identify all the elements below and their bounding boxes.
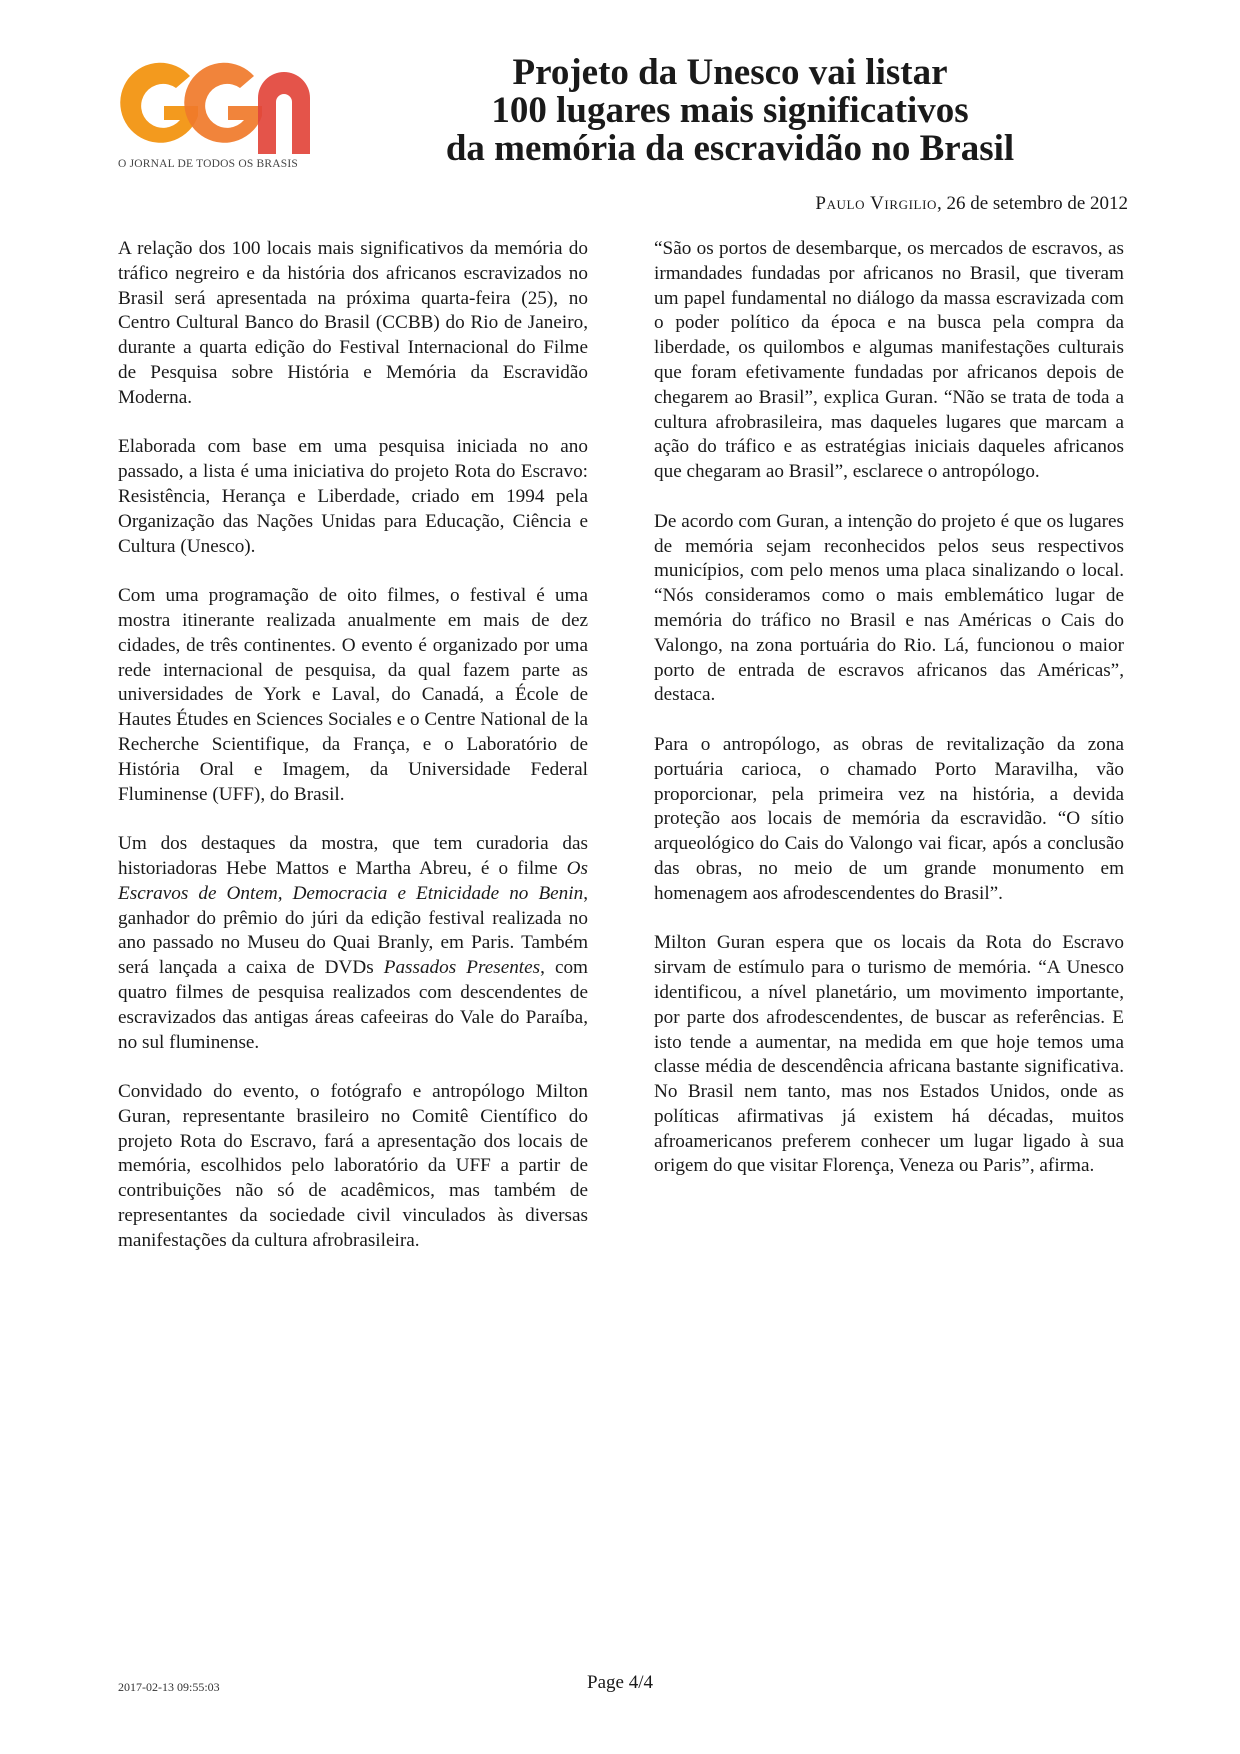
article-column-right	[654, 237, 1124, 1204]
paragraph-text: Um dos destaques da mostra, que tem curadoria das historiadoras Hebe Mattos e Martha Abreu, é o filme	[118, 833, 588, 879]
paragraph: Com uma programação de oito filmes, o festival é uma mostra itinerante realizada anualmente em mais de dez cidades, de três continentes. O evento é organizado por uma rede internacional de pesquisa, da qual fazem parte as universidades de York e Laval, do Canadá, a École de Hautes Études en Sciences Sociales e o Centre National de la Recherche Scientifique, da França, e o Laboratório de História Oral e Imagem, da Universidade Federal Fluminense (UFF), do Brasil.	[118, 585, 588, 805]
paragraph-text: , com quatro filmes de pesquisa realizados com descendentes de escravizados das antigas áreas cafeeiras do Vale do Paraíba, no sul fluminense.	[118, 957, 588, 1053]
paragraph: De acordo com Guran, a intenção do projeto é que os lugares de memória sejam reconhecidos pelos seus respectivos municípios, com pelo menos uma placa sinalizando o local. “Nós consideramos como o mais emblemático lugar de memória do tráfico no Brasil e nas Américas o Cais do Valongo, na zona portuária do Rio. Lá, funcionou o maior porto de entrada de escravos africanos das Américas”, destaca.	[654, 510, 1124, 706]
ggn-logo-mark	[118, 54, 318, 158]
paragraph-text: , ganhador do prêmio do júri da edição festival realizada no ano passado no Museu do Quai Branly, em Paris. Também será lançada a caixa de DVDs	[118, 882, 588, 979]
byline-date: , 26 de setembro de 2012	[936, 193, 1128, 214]
paragraph: Elaborada com base em uma pesquisa iniciada no ano passado, a lista é uma iniciativa do projeto Rota do Escravo: Resistência, Herança e Liberdade, criado em 1994 pela Organização das Nações Unidas para Educação, Ciência e Cultura (Unesco).	[118, 436, 588, 557]
article-headline	[380, 54, 1080, 168]
paragraph: Convidado do evento, o fotógrafo e antropólogo Milton Guran, representante brasileiro no Comitê Científico do projeto Rota do Escravo, fará a apresentação dos locais de memória, escolhidos pelo laboratório da UFF a partir de contribuições não só de acadêmicos, mas também de representantes da sociedade civil vinculados às diversas manifestações da cultura afrobrasileira.	[118, 1081, 588, 1251]
paragraph	[118, 832, 588, 1055]
paragraph: Milton Guran espera que os locais da Rota do Escravo sirvam de estímulo para o turismo de memória. “A Unesco identificou, a nível planetário, um movimento importante, por parte dos afrodescendentes, de buscar as referências. E isto tende a aumentar, na medida em que hoje temos uma classe média de descendência africana bastante significativa. No Brasil nem tanto, mas nos Estados Unidos, onde as políticas afirmativas já existem há décadas, muitos afroamericanos preferem conhecer um lugar ligado à sua origem do que visitar Florença, Veneza ou Paris”, afirma.	[654, 932, 1124, 1177]
film-title: Os Escravos de Ontem, Democracia e Etnicidade no Benin	[118, 857, 588, 904]
ggn-logo	[118, 54, 318, 174]
headline-line-3: da memória da escravidão no Brasil	[445, 128, 1015, 169]
byline-author: Paulo Virgilio	[815, 193, 937, 214]
byline	[815, 193, 1128, 215]
headline-line-2: 100 lugares mais significativos	[491, 90, 969, 131]
logo-tagline: O JORNAL DE TODOS OS BRASIS	[118, 158, 298, 170]
page-number: Page 4/4	[587, 1672, 653, 1693]
paragraph: Para o antropólogo, as obras de revitalização da zona portuária carioca, o chamado Porto Maravilha, vão proporcionar, pela primeira vez na história, a devida proteção aos locais de memória da escravidão. “O sítio arqueológico do Cais do Valongo vai ficar, após a conclusão das obras, no meio de um grande monumento em homenagem aos afrodescendentes do Brasil”.	[654, 733, 1124, 904]
paragraph: A relação dos 100 locais mais significativos da memória do tráfico negreiro e da história dos africanos escravizados no Brasil será apresentada na próxima quarta-feira (25), no Centro Cultural Banco do Brasil (CCBB) do Rio de Janeiro, durante a quarta edição do Festival Internacional do Filme de Pesquisa sobre História e Memória da Escravidão Moderna.	[118, 238, 588, 408]
headline-line-1: Projeto da Unesco vai listar	[512, 52, 948, 93]
article-column-left	[118, 237, 588, 1278]
paragraph: “São os portos de desembarque, os mercados de escravos, as irmandades fundadas por africanos no Brasil, que tiveram um papel fundamental no diálogo da massa escravizada com o poder político da época e na busca pela compra da liberdade, os quilombos e algumas manifestações culturais que foram efetivamente fundadas por africanos depois de chegarem ao Brasil”, explica Guran. “Não se trata de toda a cultura afrobrasileira, mas daqueles lugares que marcam a ação do tráfico e as estratégias iniciais daqueles africanos que chegaram ao Brasil”, esclarece o antropólogo.	[654, 238, 1124, 483]
footer-timestamp: 2017-02-13 09:55:03	[118, 1680, 220, 1694]
dvd-title: Passados Presentes	[383, 957, 541, 979]
